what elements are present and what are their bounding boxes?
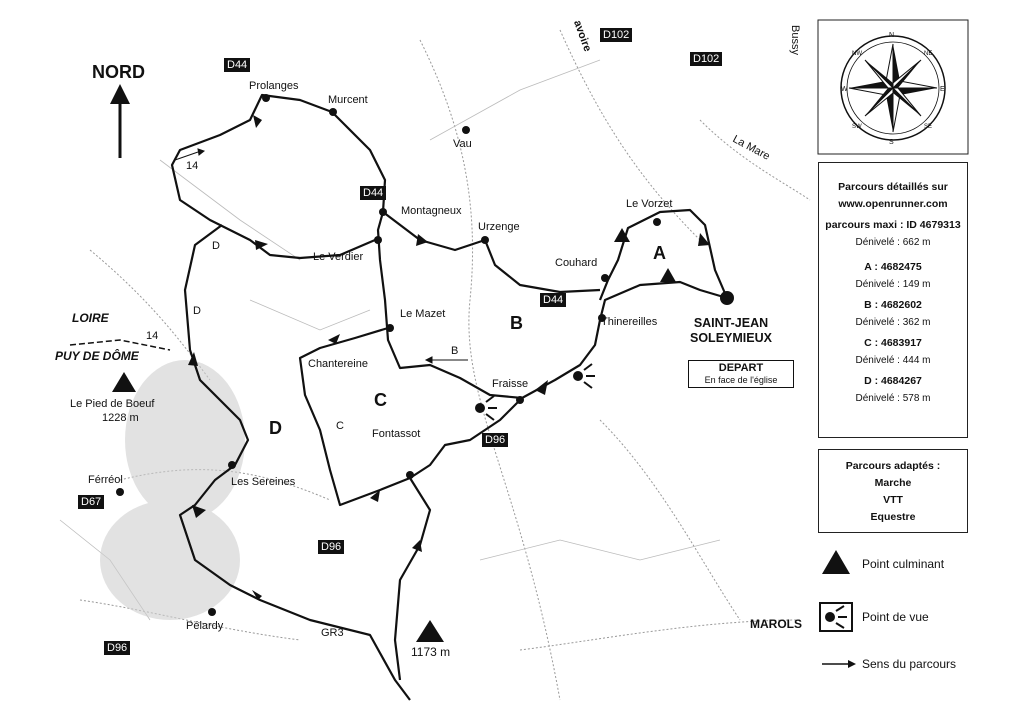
route-label-c: C: [374, 390, 387, 410]
route-label-a: A: [653, 243, 666, 263]
region-label: PUY DE DÔME: [55, 349, 139, 363]
info-c: C : 4683917: [864, 337, 922, 349]
legend-direction-arrow-icon: [822, 660, 856, 668]
info-title: Parcours détaillés sur: [838, 181, 948, 193]
route-lines: [172, 95, 727, 700]
info-b-elevation: Dénivelé : 362 m: [855, 317, 931, 328]
place-label: Pélardy: [186, 620, 224, 632]
place-label: Prolanges: [249, 80, 299, 92]
north-label: NORD: [92, 62, 145, 82]
place-label: Vau: [453, 138, 472, 150]
compass-w: W: [841, 86, 848, 93]
adapted-horse: Equestre: [870, 511, 916, 523]
route-label-d-small: D: [193, 305, 201, 317]
compass-n: N: [889, 32, 895, 39]
compass-s: S: [889, 139, 894, 146]
route-label-d: D: [269, 418, 282, 438]
summit-altitude: 1228 m: [102, 412, 139, 424]
compass-nw: NW: [852, 51, 862, 57]
place-label: Bussy: [788, 25, 801, 55]
place-label: Urzenge: [478, 221, 520, 233]
region-label: LOIRE: [72, 311, 109, 325]
info-a-elevation: Dénivelé : 149 m: [855, 279, 931, 290]
adapted-walk: Marche: [874, 477, 912, 489]
compass-e: E: [940, 86, 945, 93]
place-label: Le Mazet: [400, 308, 446, 320]
place-label: Thinereilles: [601, 316, 658, 328]
info-panel: [818, 162, 968, 438]
adapted-title: Parcours adaptés :: [845, 460, 941, 472]
road-badge: D96: [104, 641, 130, 655]
road-badge: D67: [78, 495, 104, 509]
legend-summit-label: Point culminant: [862, 557, 945, 571]
place-label: Murcent: [328, 94, 368, 106]
place-label: avoire: [571, 18, 594, 54]
place-label: Le Vorzet: [626, 198, 673, 210]
depart-label: DEPART: [718, 362, 764, 374]
route-number: 14: [146, 330, 159, 342]
road-badge: D44: [540, 293, 566, 307]
summit-altitude: 1173 m: [411, 645, 451, 659]
info-b: B : 4682602: [864, 299, 922, 311]
depart-sub: En face de l'église: [704, 375, 778, 385]
place-label: La Mare: [730, 133, 772, 163]
road-badge: D102: [690, 52, 722, 66]
start-town-line1: SAINT-JEAN: [693, 316, 769, 330]
place-label: Montagneux: [401, 205, 462, 217]
route-label-d-small: D: [212, 240, 220, 252]
route-label-b-small: B: [451, 345, 459, 357]
info-maxi-elevation: Dénivelé : 662 m: [855, 237, 931, 248]
start-town-line2: SOLEYMIEUX: [690, 331, 772, 345]
adapted-panel: [818, 449, 968, 533]
depart-box: [688, 360, 794, 388]
info-d: D : 4684267: [864, 375, 922, 387]
place-label: Couhard: [555, 257, 598, 269]
place-label: MAROLS: [750, 617, 802, 631]
place-label: Les Sereines: [231, 476, 296, 488]
route-label-c-small: C: [336, 420, 344, 432]
info-c-elevation: Dénivelé : 444 m: [855, 355, 931, 366]
info-d-elevation: Dénivelé : 578 m: [855, 393, 931, 404]
legend-direction-label: Sens du parcours: [862, 657, 957, 671]
place-label: Fontassot: [372, 428, 421, 440]
road-badge: D96: [318, 540, 344, 554]
place-label: Fraisse: [492, 378, 529, 390]
viewpoint-icon: [476, 364, 595, 420]
info-url[interactable]: www.openrunner.com: [838, 198, 948, 210]
legend-viewpoint-label: Point de vue: [862, 610, 929, 624]
north-arrow-icon: [110, 84, 130, 158]
info-maxi: parcours maxi : ID 4679313: [825, 219, 961, 231]
legend-viewpoint-icon: [820, 603, 852, 631]
place-label: Férréol: [88, 474, 123, 486]
legend-summit-icon: [822, 550, 850, 574]
adapted-bike: VTT: [883, 494, 903, 506]
route-number: 14: [186, 160, 199, 172]
road-badge: D96: [482, 433, 508, 447]
compass-ne: NE: [924, 51, 933, 57]
route-label-b: B: [510, 313, 523, 333]
compass-sw: SW: [852, 124, 862, 130]
road-badge: D102: [600, 28, 632, 42]
place-label: Chantereine: [308, 358, 368, 370]
compass-se: SE: [924, 124, 933, 130]
trail-label: GR3: [321, 627, 344, 639]
place-label: Le Verdier: [313, 251, 364, 263]
direction-arrows: [188, 115, 710, 600]
info-a: A : 4682475: [864, 261, 922, 273]
road-badge: D44: [224, 58, 250, 72]
start-town: [690, 316, 772, 346]
road-badge: D44: [360, 186, 386, 200]
summit-label: Le Pied de Boeuf: [70, 398, 155, 410]
